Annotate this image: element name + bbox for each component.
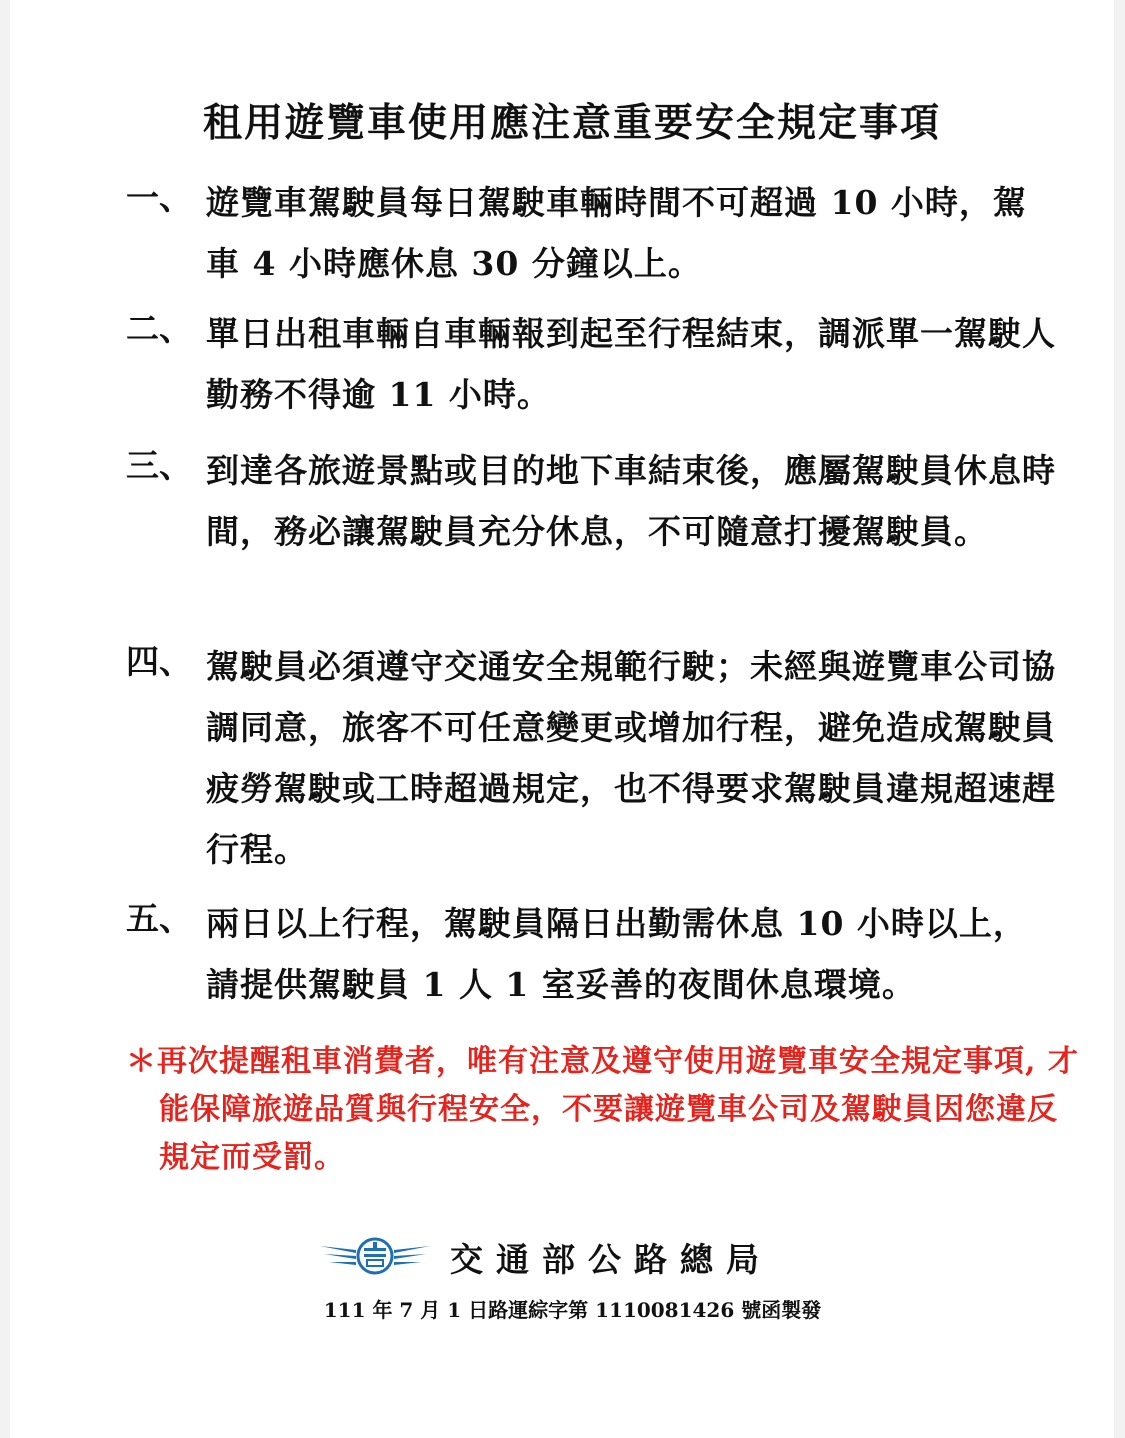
rule-number: 五、 [126, 899, 192, 938]
rule-text: 兩日以上行程，駕駛員隔日出勤需休息 10 小時以上，請提供駕駛員 1 人 1 室妥善的夜間休息環境。 [206, 904, 1027, 1004]
rule-text: 遊覽車駕駛員每日駕駛車輛時間不可超過 10 小時，駕車 4 小時應休息 30 分鐘以上。 [206, 183, 1027, 283]
highway-bureau-logo-icon [320, 1232, 430, 1280]
rule-number: 一、 [126, 178, 192, 217]
rule-text: 單日出租車輛自車輛報到起至行程結束，調派單一駕駛人勤務不得逾 11 小時。 [206, 314, 1056, 414]
rule-text: 駕駛員必須遵守交通安全規範行駛；未經與遊覽車公司協調同意，旅客不可任意變更或增加行程，避免造成駕駛員疲勞駕駛或工時超過規定，也不得要求駕駛員違規超速趕行程。 [206, 647, 1056, 869]
rule-number: 四、 [126, 642, 192, 681]
document-page [10, 0, 1114, 1438]
document-title: 租用遊覽車使用應注意重要安全規定事項 [202, 100, 941, 146]
rule-text: 到達各旅遊景點或目的地下車結束後，應屬駕駛員休息時間，務必讓駕駛員充分休息，不可隨意打擾駕駛員。 [206, 451, 1056, 551]
consumer-reminder: ＊再次提醒租車消費者，唯有注意及遵守使用遊覽車安全規定事項, 才能保障旅遊品質與行程安全，不要讓遊覽車公司及駕駛員因您違反規定而受罰。 [126, 1044, 1079, 1175]
issuer-footer [10, 1230, 1125, 1290]
agency-name: 交通部公路總局 [450, 1240, 772, 1279]
rule-number: 三、 [126, 446, 192, 485]
rule-number: 二、 [126, 309, 192, 348]
issue-note: 111 年 7 月 1 日路運綜字第 1110081426 號函製發 [323, 1298, 822, 1322]
